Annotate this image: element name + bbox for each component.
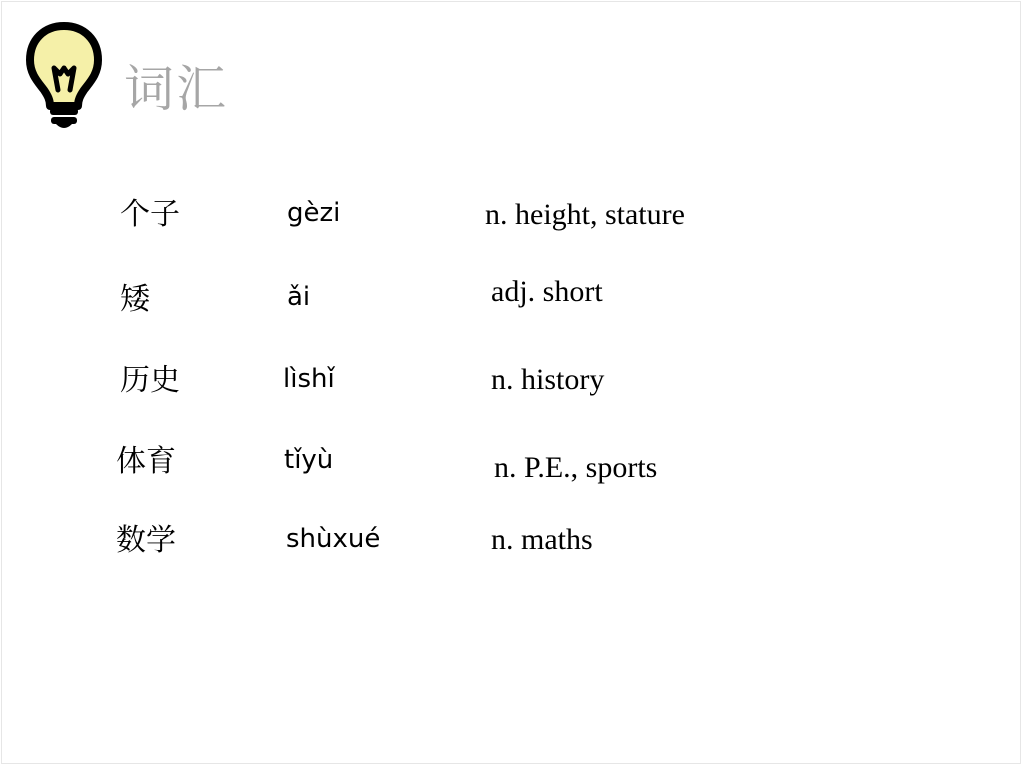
- vocab-meaning: n. maths: [491, 523, 593, 556]
- vocab-pinyin: shùxué: [286, 524, 381, 554]
- vocab-hanzi: 体育: [116, 444, 176, 479]
- vocab-pinyin: gèzi: [287, 198, 341, 228]
- lightbulb-icon: [24, 20, 104, 132]
- vocab-meaning: n. P.E., sports: [494, 451, 658, 484]
- vocab-hanzi: 数学: [116, 523, 176, 558]
- vocab-hanzi: 个子: [120, 197, 180, 232]
- vocab-pinyin: tǐyù: [284, 445, 334, 475]
- vocab-pinyin: ǎi: [287, 282, 311, 312]
- vocab-pinyin: lìshǐ: [283, 364, 335, 394]
- vocab-meaning: adj. short: [491, 275, 603, 308]
- page-title: 词汇: [124, 60, 228, 118]
- vocab-meaning: n. history: [491, 363, 605, 396]
- vocab-meaning: n. height, stature: [485, 198, 685, 231]
- vocab-hanzi: 矮: [120, 282, 150, 317]
- vocab-hanzi: 历史: [120, 363, 180, 398]
